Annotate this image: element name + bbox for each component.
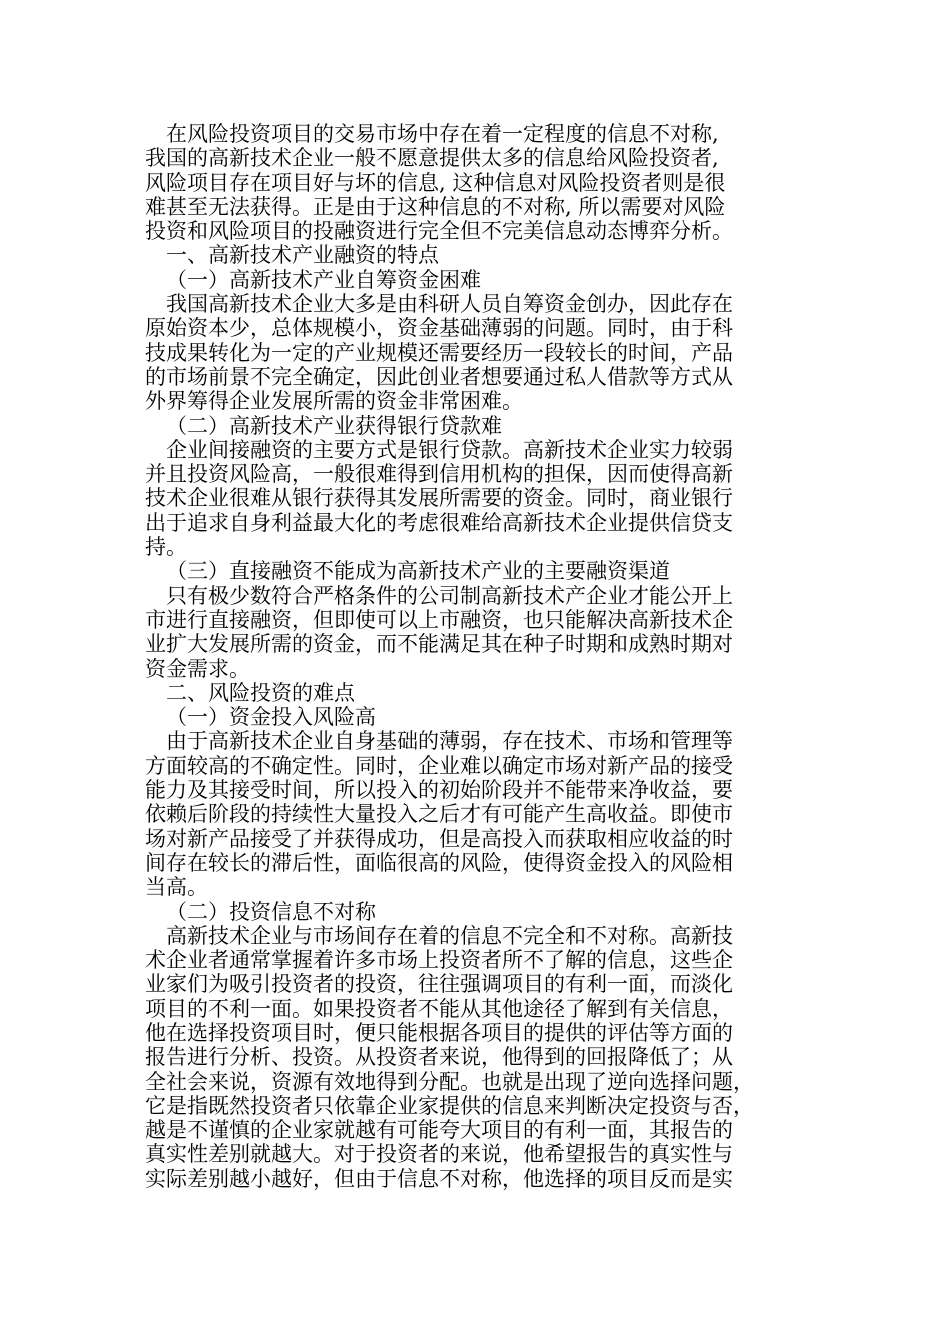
text-line: 出于追求自身利益最大化的考虑很难给高新技术企业提供信贷支 [145,510,733,535]
text-line: 的市场前景不完全确定，因此创业者想要通过私人借款等方式从 [145,364,733,389]
paragraph-para-1-2 [145,438,785,559]
text-line: 外界筹得企业发展所需的资金非常困难。 [145,389,523,414]
text-line: 难甚至无法获得。正是由于这种信息的不对称, 所以需要对风险 [145,194,726,219]
text-line: （二）高新技术产业获得银行贷款难 [166,413,502,438]
paragraph-heading-1 [145,243,785,267]
text-line: 在风险投资项目的交易市场中存在着一定程度的信息不对称, [166,122,719,146]
text-line: （一）资金投入风险高 [166,705,376,730]
paragraph-heading-1-2 [145,414,785,438]
text-line: 当高。 [145,875,208,900]
paragraph-heading-2-1 [145,705,785,729]
text-line: 并且投资风险高，一般很难得到信用机构的担保，因而使得高新 [145,462,733,487]
paragraph-intro [145,122,785,243]
text-line: 资金需求。 [145,656,250,681]
text-line: 真实性差别就越大。对于投资者的来说，他希望报告的真实性与 [145,1142,733,1167]
text-line: （三）直接融资不能成为高新技术产业的主要融资渠道 [166,559,670,584]
paragraph-heading-2 [145,681,785,705]
text-line: 我国高新技术企业大多是由科研人员自筹资金创办，因此存在 [166,292,733,317]
text-line: 二、风险投资的难点 [166,680,355,705]
text-line: 越是不谨慎的企业家就越有可能夸大项目的有利一面，其报告的 [145,1118,733,1143]
text-line: 市进行直接融资，但即使可以上市融资，也只能解决高新技术企 [145,607,733,632]
text-line: 只有极少数符合严格条件的公司制高新技术产企业才能公开上 [166,583,733,608]
paragraph-para-1-1 [145,292,785,413]
text-line: （二）投资信息不对称 [166,899,376,924]
paragraph-para-2-1 [145,729,785,899]
text-line: 技术企业很难从银行获得其发展所需要的资金。同时，商业银行 [145,486,733,511]
text-line: 我国的高新技术企业一般不愿意提供太多的信息给风险投资者, [145,146,719,171]
text-line: 持。 [145,535,187,560]
text-line: 方面较高的不确定性。同时，企业难以确定市场对新产品的接受 [145,753,733,778]
paragraph-para-2-2 [145,924,785,1191]
text-line: 它是指既然投资者只依靠企业家提供的信息来判断决定投资与否， [145,1093,754,1118]
text-line: 报告进行分析、投资。从投资者来说，他得到的回报降低了；从 [145,1045,733,1070]
paragraph-heading-1-1 [145,268,785,292]
text-line: 他在选择投资项目时，便只能根据各项目的提供的评估等方面的 [145,1020,733,1045]
text-line: 投资和风险项目的投融资进行完全但不完美信息动态博弈分析。 [145,219,733,244]
text-line: 间存在较长的滞后性，面临很高的风险，使得资金投入的风险相 [145,850,733,875]
text-line: 实际差别越小越好，但由于信息不对称，他选择的项目反而是实 [145,1166,733,1191]
paragraph-heading-1-3 [145,559,785,583]
text-line: 业家们为吸引投资者的投资，往往强调项目的有利一面，而淡化 [145,972,733,997]
text-line: 项目的不利一面。如果投资者不能从其他途径了解到有关信息， [145,996,733,1021]
document-page [145,122,785,1191]
text-line: 高新技术企业与市场间存在着的信息不完全和不对称。高新技 [166,923,733,948]
text-line: 一、高新技术产业融资的特点 [166,243,439,268]
text-line: 能力及其接受时间，所以投入的初始阶段并不能带来净收益，要 [145,778,733,803]
text-line: 原始资本少，总体规模小，资金基础薄弱的问题。同时，由于科 [145,316,733,341]
text-line: 依赖后阶段的持续性大量投入之后才有可能产生高收益。即使市 [145,802,733,827]
paragraph-heading-2-2 [145,900,785,924]
text-line: 术企业者通常掌握着许多市场上投资者所不了解的信息，这些企 [145,948,733,973]
text-line: 业扩大发展所需的资金，而不能满足其在种子时期和成熟时期对 [145,632,733,657]
text-line: 风险项目存在项目好与坏的信息, 这种信息对风险投资者则是很 [145,170,726,195]
text-line: 场对新产品接受了并获得成功，但是高投入而获取相应收益的时 [145,826,733,851]
text-line: 全社会来说，资源有效地得到分配。也就是出现了逆向选择问题， [145,1069,754,1094]
paragraph-para-1-3 [145,584,785,681]
text-line: 由于高新技术企业自身基础的薄弱，存在技术、市场和管理等 [166,729,733,754]
text-line: 技成果转化为一定的产业规模还需要经历一段较长的时间，产品 [145,340,733,365]
text-line: （一）高新技术产业自筹资金困难 [166,267,481,292]
text-line: 企业间接融资的主要方式是银行贷款。高新技术企业实力较弱 [166,437,733,462]
